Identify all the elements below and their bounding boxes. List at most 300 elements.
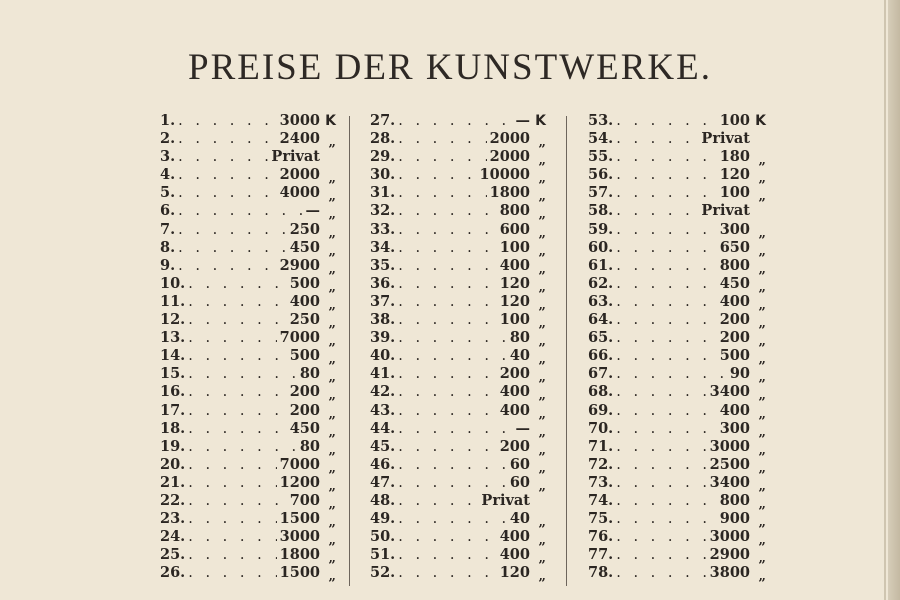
dot-leader	[616, 347, 716, 365]
entry-number: 43.	[370, 401, 396, 419]
price-entry	[160, 257, 336, 275]
entry-price: 3800	[709, 564, 750, 582]
price-entry	[370, 148, 546, 169]
entry-price: 1500	[279, 510, 320, 528]
price-entry	[370, 438, 546, 456]
price-entry	[160, 275, 336, 293]
entry-price: 3000	[279, 528, 320, 546]
dot-leader	[616, 402, 716, 420]
entry-unit: „	[758, 243, 766, 259]
entry-number: 60.	[588, 238, 614, 256]
dot-leader	[616, 438, 706, 456]
price-entry	[160, 510, 336, 531]
dot-leader	[188, 474, 276, 492]
entry-number: 63.	[588, 292, 614, 310]
entry-price: 1200	[279, 473, 320, 491]
entry-number: 38.	[370, 311, 396, 329]
entry-unit: „	[328, 297, 336, 313]
dot-leader	[188, 347, 286, 365]
entry-price: 7000	[279, 455, 320, 473]
entry-unit: „	[328, 442, 336, 458]
entry-number: 52.	[370, 564, 396, 582]
price-entry	[370, 492, 546, 510]
price-column-2	[370, 112, 546, 585]
dot-leader	[398, 329, 507, 347]
dot-leader	[178, 202, 302, 220]
price-column-3	[588, 112, 766, 585]
dot-leader	[616, 510, 716, 528]
entry-price: 10000	[479, 166, 530, 184]
entry-unit: „	[758, 515, 766, 531]
entry-price: 80	[509, 329, 530, 347]
price-entry	[370, 347, 546, 368]
entry-price: —	[305, 202, 320, 220]
entry-price: 3000	[709, 437, 750, 455]
entry-number: 35.	[370, 256, 396, 274]
entry-price: 3000	[279, 112, 320, 129]
entry-price: 80	[299, 365, 320, 383]
entry-price: 800	[719, 491, 750, 509]
entry-unit: „	[538, 388, 546, 404]
entry-price: 120	[499, 564, 530, 582]
entry-unit: „	[538, 533, 546, 549]
entry-unit: „	[758, 442, 766, 458]
entry-number: 58.	[588, 202, 614, 220]
dot-leader	[616, 239, 716, 257]
dot-leader	[398, 275, 496, 293]
entry-number: 47.	[370, 473, 396, 491]
price-entry	[588, 148, 766, 169]
price-entry	[588, 221, 766, 239]
entry-unit: „	[328, 171, 336, 187]
price-entry	[160, 329, 336, 350]
entry-unit: „	[758, 153, 766, 169]
entry-number: 51.	[370, 546, 396, 564]
entry-unit: „	[758, 297, 766, 313]
dot-leader	[178, 130, 277, 148]
price-entry	[370, 420, 546, 438]
price-entry	[370, 239, 546, 257]
price-entry	[588, 184, 766, 205]
price-entry	[588, 166, 766, 187]
entry-price: 2400	[279, 130, 320, 148]
dot-leader	[178, 257, 277, 275]
price-entry	[588, 510, 766, 531]
entry-price: 250	[289, 311, 320, 329]
entry-unit: „	[328, 478, 336, 494]
dot-leader	[398, 239, 496, 257]
dot-leader	[398, 202, 496, 220]
entry-price: Privat	[701, 202, 750, 220]
dot-leader	[188, 456, 276, 474]
entry-price: 2500	[709, 455, 750, 473]
entry-number: 34.	[370, 238, 396, 256]
entry-unit: „	[538, 460, 546, 476]
entry-price: 120	[499, 274, 530, 292]
dot-leader	[616, 329, 716, 347]
entry-unit: „	[328, 189, 336, 205]
entry-unit: „	[758, 370, 766, 386]
entry-number: 48.	[370, 491, 396, 509]
price-entry	[588, 365, 766, 386]
entry-number: 33.	[370, 220, 396, 238]
entry-number: 22.	[160, 491, 186, 509]
dot-leader	[616, 564, 706, 582]
entry-price: 90	[729, 365, 750, 383]
entry-unit: „	[538, 279, 546, 295]
entry-unit: „	[538, 261, 546, 277]
entry-unit: „	[538, 406, 546, 422]
entry-number: 50.	[370, 528, 396, 546]
entry-price: 700	[289, 491, 320, 509]
price-entry	[370, 112, 546, 130]
price-entry	[370, 311, 546, 332]
entry-number: 27.	[370, 112, 396, 129]
price-entry	[370, 166, 546, 187]
dot-leader	[398, 293, 496, 311]
price-entry	[160, 293, 336, 311]
entry-price: 1800	[279, 546, 320, 564]
entry-price: 4000	[279, 184, 320, 202]
entry-unit: „	[758, 496, 766, 512]
entry-unit: „	[538, 515, 546, 531]
dot-leader	[616, 456, 706, 474]
entry-number: 16.	[160, 383, 186, 401]
price-entry	[588, 257, 766, 275]
entry-number: 13.	[160, 329, 186, 347]
entry-number: 24.	[160, 528, 186, 546]
entry-unit: „	[328, 334, 336, 350]
dot-leader	[188, 402, 286, 420]
entry-price: 120	[499, 292, 530, 310]
dot-leader	[398, 221, 496, 239]
entry-unit: „	[538, 207, 546, 223]
entry-price: 40	[509, 347, 530, 365]
entry-price: 500	[289, 274, 320, 292]
entry-price: 60	[509, 455, 530, 473]
entry-price: 120	[719, 166, 750, 184]
entry-number: 72.	[588, 455, 614, 473]
entry-price: 7000	[279, 329, 320, 347]
entry-price: 400	[499, 256, 530, 274]
dot-leader	[398, 564, 496, 582]
entry-number: 57.	[588, 184, 614, 202]
entry-unit: „	[538, 569, 546, 585]
entry-price: 800	[499, 202, 530, 220]
price-entry	[370, 564, 546, 585]
entry-number: 41.	[370, 365, 396, 383]
entry-number: 68.	[588, 383, 614, 401]
price-entry	[588, 546, 766, 567]
entry-number: 42.	[370, 383, 396, 401]
price-entry	[370, 293, 546, 311]
entry-unit: „	[758, 533, 766, 549]
entry-unit: „	[328, 225, 336, 241]
price-entry	[370, 329, 546, 350]
dot-leader	[398, 402, 496, 420]
price-entry	[160, 528, 336, 549]
entry-price: 450	[289, 419, 320, 437]
entry-price: 100	[719, 184, 750, 202]
dot-leader	[188, 293, 286, 311]
entry-price: 600	[499, 220, 530, 238]
entry-price: 2000	[489, 148, 530, 166]
entry-unit: „	[328, 515, 336, 531]
dot-leader	[188, 383, 286, 401]
entry-price: 2900	[279, 256, 320, 274]
price-entry	[370, 184, 546, 205]
price-entry	[588, 239, 766, 257]
price-entry	[588, 564, 766, 585]
entry-price: —	[515, 112, 530, 129]
dot-leader	[398, 546, 496, 564]
entry-unit: „	[538, 316, 546, 332]
entry-price: 300	[719, 419, 750, 437]
entry-unit: „	[328, 207, 336, 223]
entry-price: 400	[719, 292, 750, 310]
dot-leader	[616, 365, 727, 383]
price-entry	[588, 420, 766, 438]
price-entry	[160, 311, 336, 332]
dot-leader	[188, 311, 286, 329]
entry-price: 80	[299, 437, 320, 455]
dot-leader	[188, 329, 276, 347]
entry-number: 55.	[588, 148, 614, 166]
price-entry	[160, 420, 336, 438]
entry-number: 1.	[160, 112, 176, 129]
price-entry	[160, 130, 336, 151]
entry-price: 200	[719, 329, 750, 347]
entry-price: 650	[719, 238, 750, 256]
entry-unit: „	[328, 496, 336, 512]
price-entry	[160, 546, 336, 567]
dot-leader	[398, 130, 486, 148]
page-title: PREISE DER KUNSTWERKE.	[188, 47, 712, 88]
entry-number: 14.	[160, 347, 186, 365]
entry-price: 200	[289, 383, 320, 401]
entry-number: 65.	[588, 329, 614, 347]
entry-number: 23.	[160, 510, 186, 528]
entry-number: 20.	[160, 455, 186, 473]
price-entry	[588, 293, 766, 311]
entry-number: 46.	[370, 455, 396, 473]
entry-number: 74.	[588, 491, 614, 509]
entry-number: 19.	[160, 437, 186, 455]
entry-unit: „	[328, 551, 336, 567]
entry-number: 36.	[370, 274, 396, 292]
entry-number: 9.	[160, 256, 176, 274]
price-entry	[160, 112, 336, 130]
dot-leader	[188, 492, 286, 510]
price-entry	[588, 402, 766, 420]
entry-price: 3000	[709, 528, 750, 546]
entry-unit: „	[328, 370, 336, 386]
entry-price: 2000	[489, 130, 530, 148]
price-entry	[588, 112, 766, 130]
entry-unit: „	[328, 279, 336, 295]
entry-number: 76.	[588, 528, 614, 546]
price-entry	[370, 510, 546, 531]
entry-number: 77.	[588, 546, 614, 564]
entry-price: 60	[509, 473, 530, 491]
entry-number: 31.	[370, 184, 396, 202]
entry-number: 67.	[588, 365, 614, 383]
entry-price: 1500	[279, 564, 320, 582]
entry-unit: „	[758, 171, 766, 187]
entry-price: 3400	[709, 383, 750, 401]
price-entry	[588, 456, 766, 474]
entry-unit: „	[328, 406, 336, 422]
entry-unit: „	[538, 171, 546, 187]
entry-number: 30.	[370, 166, 396, 184]
entry-unit: „	[758, 388, 766, 404]
entry-price: 400	[499, 546, 530, 564]
dot-leader	[178, 112, 277, 130]
price-entry	[160, 402, 336, 420]
price-entry	[160, 474, 336, 492]
entry-number: 40.	[370, 347, 396, 365]
entry-number: 75.	[588, 510, 614, 528]
price-entry	[370, 402, 546, 420]
entry-unit: „	[328, 424, 336, 440]
price-entry	[370, 383, 546, 404]
dot-leader	[616, 420, 716, 438]
entry-price: 500	[719, 347, 750, 365]
entry-unit: „	[758, 352, 766, 368]
dot-leader	[616, 112, 716, 130]
entry-unit: „	[758, 406, 766, 422]
price-entry	[160, 456, 336, 474]
entry-number: 53.	[588, 112, 614, 129]
entry-number: 54.	[588, 130, 614, 148]
dot-leader	[616, 130, 698, 148]
price-entry	[588, 474, 766, 492]
entry-price: 400	[499, 383, 530, 401]
dot-leader	[616, 474, 706, 492]
entry-price: 450	[289, 238, 320, 256]
dot-leader	[188, 546, 276, 564]
dot-leader	[616, 202, 698, 220]
entry-price: 2000	[279, 166, 320, 184]
price-entry	[588, 275, 766, 293]
entry-unit: „	[538, 297, 546, 313]
entry-number: 15.	[160, 365, 186, 383]
dot-leader	[616, 221, 716, 239]
entry-price: 100	[499, 238, 530, 256]
entry-number: 28.	[370, 130, 396, 148]
page-edge-line	[884, 0, 886, 600]
dot-leader	[178, 184, 277, 202]
entry-number: 78.	[588, 564, 614, 582]
entry-unit: „	[538, 370, 546, 386]
price-entry	[160, 492, 336, 510]
entry-unit: „	[758, 261, 766, 277]
dot-leader	[188, 420, 286, 438]
price-entry	[370, 365, 546, 386]
dot-leader	[616, 166, 716, 184]
dot-leader	[398, 311, 496, 329]
entry-unit: „	[758, 279, 766, 295]
entry-unit: „	[538, 243, 546, 259]
entry-price: 100	[499, 311, 530, 329]
entry-unit: „	[538, 424, 546, 440]
price-entry	[160, 184, 336, 205]
entry-unit: „	[538, 153, 546, 169]
entry-price: 3400	[709, 473, 750, 491]
entry-number: 64.	[588, 311, 614, 329]
entry-number: 66.	[588, 347, 614, 365]
price-entry	[160, 166, 336, 187]
price-entry	[160, 347, 336, 368]
price-entry	[160, 564, 336, 585]
dot-leader	[178, 148, 268, 166]
entry-unit: „	[328, 243, 336, 259]
entry-number: 69.	[588, 401, 614, 419]
entry-unit: „	[538, 442, 546, 458]
entry-number: 61.	[588, 256, 614, 274]
entry-number: 6.	[160, 202, 176, 220]
entry-price: 500	[289, 347, 320, 365]
entry-number: 7.	[160, 220, 176, 238]
dot-leader	[616, 257, 716, 275]
entry-unit: „	[328, 352, 336, 368]
entry-unit: „	[538, 334, 546, 350]
dot-leader	[188, 365, 297, 383]
entry-price: Privat	[701, 130, 750, 148]
dot-leader	[616, 492, 716, 510]
dot-leader	[398, 148, 486, 166]
entry-price: —	[515, 419, 530, 437]
dot-leader	[398, 438, 496, 456]
price-entry	[370, 474, 546, 492]
entry-unit: „	[758, 569, 766, 585]
entry-number: 2.	[160, 130, 176, 148]
column-divider-2	[566, 116, 567, 586]
dot-leader	[398, 420, 512, 438]
entry-unit: „	[758, 424, 766, 440]
price-entry	[588, 383, 766, 404]
entry-price: 200	[289, 401, 320, 419]
entry-number: 39.	[370, 329, 396, 347]
dot-leader	[616, 311, 716, 329]
price-entry	[160, 383, 336, 404]
entry-price: 1800	[489, 184, 530, 202]
price-entry	[370, 202, 546, 223]
price-entry	[370, 456, 546, 474]
price-entry	[160, 438, 336, 456]
price-column-1	[160, 112, 336, 585]
dot-leader	[616, 275, 716, 293]
entry-price: 180	[719, 148, 750, 166]
dot-leader	[398, 456, 507, 474]
entry-number: 26.	[160, 564, 186, 582]
entry-number: 70.	[588, 419, 614, 437]
entry-unit: „	[538, 189, 546, 205]
price-entry	[370, 275, 546, 293]
entry-price: 800	[719, 256, 750, 274]
column-divider-1	[349, 116, 350, 586]
entry-price: 250	[289, 220, 320, 238]
entry-number: 44.	[370, 419, 396, 437]
entry-unit: „	[758, 316, 766, 332]
entry-number: 56.	[588, 166, 614, 184]
price-entry	[370, 130, 546, 151]
entry-unit: „	[758, 189, 766, 205]
price-entry	[160, 221, 336, 239]
dot-leader	[178, 221, 287, 239]
entry-price: 200	[499, 437, 530, 455]
entry-unit: „	[538, 135, 546, 151]
